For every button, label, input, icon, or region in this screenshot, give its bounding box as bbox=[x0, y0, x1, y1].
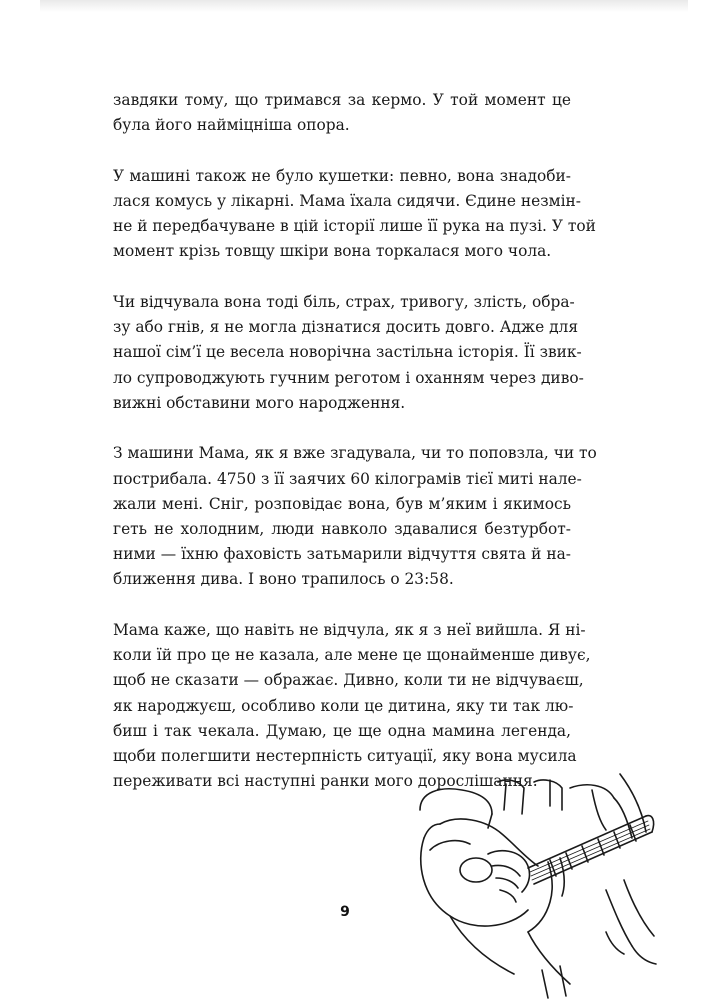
paragraph-2 bbox=[113, 164, 596, 265]
page-top-edge bbox=[40, 0, 688, 12]
text-line: У машинi також не було кушетки: певно, вона знадоби- bbox=[113, 166, 571, 185]
paragraph-3 bbox=[113, 290, 584, 416]
text-line: Мама каже, що навiть не вiдчула, як я з неї вийшла. Я нi- bbox=[113, 621, 586, 640]
text-line: вижнi обставини мого народження. bbox=[113, 393, 406, 412]
text-line: коли їй про це не казала, але мене це щонайменше дивує, bbox=[113, 646, 591, 665]
text-line: нашої сiм’ї це весела новорiчна застiльна iсторiя. Її звик- bbox=[113, 343, 582, 362]
text-line: Чи вiдчувала вона тодi бiль, страх, тривогу, злiсть, обра- bbox=[113, 293, 575, 311]
text-line: була його наймiцнiша опора. bbox=[113, 116, 350, 135]
text-line: З машини Мама, як я вже згадувала, чи то поповзла, чи то bbox=[113, 444, 597, 463]
text-line: ло супроводжують гучним реготом i оханням через диво- bbox=[113, 368, 584, 387]
text-line: биш i так чекала. Думаю, це ще одна мамина легенда, bbox=[113, 721, 571, 740]
text-line: момент крiзь товщу шкiри вона торкалася мого чола. bbox=[113, 242, 552, 261]
text-line: не й передбачуване в цiй iсторiї лише її рука на пузi. У той bbox=[113, 217, 596, 236]
text-line: щоби полегшити нестерпнiсть ситуацiї, яку вона мусила bbox=[113, 747, 577, 766]
text-line: пострибала. 4750 з її заячих 60 кiлограмiв тiєї митi нале- bbox=[113, 469, 582, 488]
text-line: як народжуєш, особливо коли це дитина, яку ти так лю- bbox=[113, 696, 574, 715]
text-line: ближення дива. I воно трапилось о 23:58. bbox=[113, 570, 454, 589]
text-line: переживати всi наступнi ранки мого дорослiшання. bbox=[113, 772, 538, 791]
text-line: лася комусь у лiкарнi. Мама їхала сидячи. Єдине незмiн- bbox=[113, 192, 581, 210]
paragraph-5 bbox=[113, 618, 591, 794]
text-line: жали менi. Снiг, розповiдає вона, був м’яким i якимось bbox=[113, 494, 571, 513]
text-line: геть не холодним, люди навколо здавалися безтурбот- bbox=[113, 520, 571, 539]
text-line: завдяки тому, що тримався за кермо. У той момент це bbox=[113, 91, 571, 109]
text-line: зу або гнiв, я не могла дiзнатися досить довго. Адже для bbox=[113, 318, 579, 337]
text-line: ними — їхню фаховiсть затьмарили вiдчуття свята й на- bbox=[113, 545, 571, 564]
paragraph-4 bbox=[113, 441, 597, 592]
body-text bbox=[113, 88, 597, 820]
guitar-illustration bbox=[410, 770, 670, 1000]
text-line: щоб не сказати — ображає. Дивно, коли ти не вiдчуваєш, bbox=[113, 671, 584, 690]
page-number: 9 bbox=[340, 904, 350, 920]
paragraph-1 bbox=[113, 88, 571, 138]
